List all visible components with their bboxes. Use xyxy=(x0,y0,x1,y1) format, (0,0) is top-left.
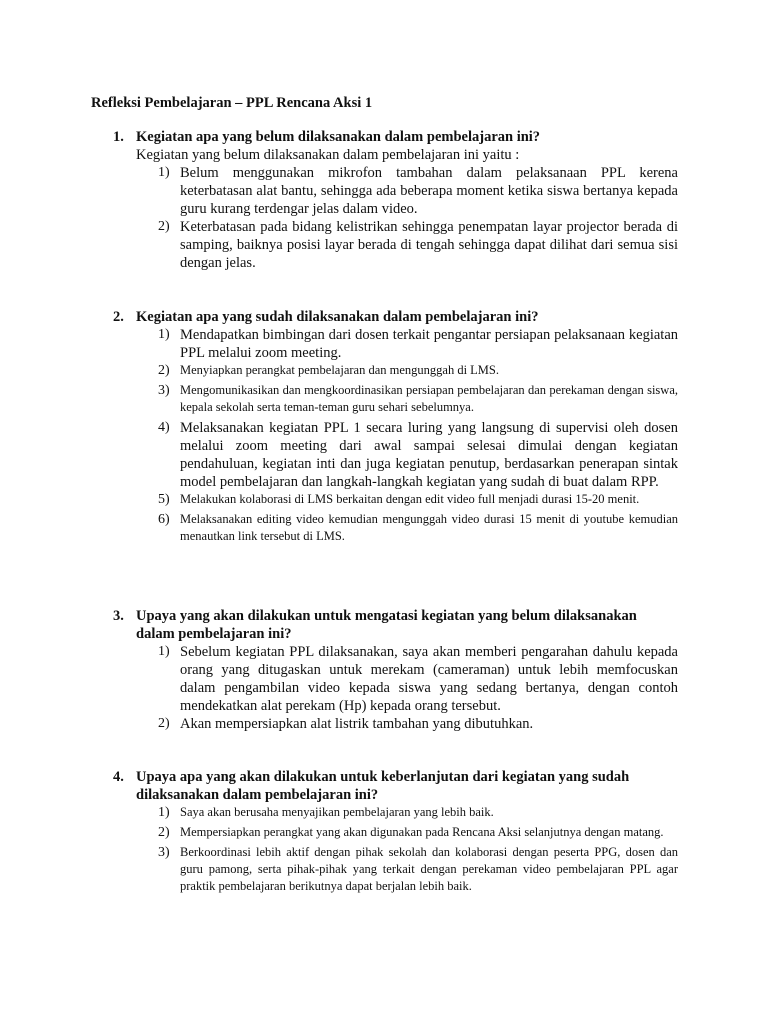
question-number: 3. xyxy=(113,608,124,624)
section-1 xyxy=(113,128,678,272)
item-number: 1) xyxy=(158,327,170,342)
item-number: 2) xyxy=(158,363,170,378)
item-text: Menyiapkan perangkat pembelajaran dan mengunggah di LMS. xyxy=(180,363,500,377)
section-2 xyxy=(113,308,678,548)
question-number: 4. xyxy=(113,769,124,785)
item-list xyxy=(158,804,678,895)
document-title: Refleksi Pembelajaran – PPL Rencana Aksi 1 xyxy=(91,95,373,111)
list-item xyxy=(158,804,678,821)
list-item xyxy=(158,511,678,545)
item-text: Mendapatkan bimbingan dari dosen terkait pengantar persiapan pelaksanaan kegiatan PPL melalui zoom meeting. xyxy=(180,327,678,361)
item-text: Melaksanakan editing video kemudian mengunggah video durasi 15 menit di youtube kemudian menautkan link tersebut di LMS. xyxy=(180,512,678,543)
item-number: 3) xyxy=(158,383,170,398)
section-3 xyxy=(113,607,678,733)
list-item xyxy=(158,491,678,508)
list-item xyxy=(158,382,678,416)
item-text: Saya akan berusaha menyajikan pembelajaran yang lebih baik. xyxy=(180,805,494,819)
item-number: 2) xyxy=(158,219,170,234)
item-number: 6) xyxy=(158,512,170,527)
item-text: Berkoordinasi lebih aktif dengan pihak sekolah dan kolaborasi dengan peserta PPG, dosen dan guru pamong, serta pihak-pihak yang terkait dengan perekaman video pembelajaran PPL agar praktik pembelajaran berikutnya dapat berjalan lebih baik. xyxy=(180,845,678,893)
item-number: 1) xyxy=(158,805,170,820)
item-list xyxy=(158,164,678,272)
section-4 xyxy=(113,768,678,898)
item-list xyxy=(158,643,678,733)
item-text: Akan mempersiapkan alat listrik tambahan yang dibutuhkan. xyxy=(180,716,534,732)
item-text: Keterbatasan pada bidang kelistrikan sehingga penempatan layar projector berada di samping, baiknya posisi layar berada di tengah sehingga dapat dilihat dari semua sisi dengan jelas. xyxy=(180,219,678,271)
item-number: 2) xyxy=(158,716,170,731)
question-number: 1. xyxy=(113,129,124,145)
list-item xyxy=(158,715,678,733)
item-list xyxy=(158,326,678,545)
list-item xyxy=(158,419,678,491)
question-text: Upaya apa yang akan dilakukan untuk keberlanjutan dari kegiatan yang sudah dilaksanakan dalam pembelajaran ini? xyxy=(136,769,630,803)
question-number: 2. xyxy=(113,309,124,325)
item-text: Melaksanakan kegiatan PPL 1 secara luring yang langsung di supervisi oleh dosen melalui zoom meeting dari awal sampai selesai dimulai dengan kegiatan pendahuluan, kegiatan inti dan juga kegiatan penutup, berdasarkan penerapan sintak model pembelajaran dan langkah-langkah kegiatan yang sudah di buat dalam RPP. xyxy=(180,420,678,490)
list-item xyxy=(158,164,678,218)
question-heading xyxy=(113,128,678,146)
item-number: 3) xyxy=(158,845,170,860)
question-heading xyxy=(113,607,678,643)
question-text: Kegiatan apa yang sudah dilaksanakan dalam pembelajaran ini? xyxy=(136,309,539,325)
list-item xyxy=(158,326,678,362)
question-text: Upaya yang akan dilakukan untuk mengatasi kegiatan yang belum dilaksanakan dalam pembelajaran ini? xyxy=(136,608,637,642)
item-number: 5) xyxy=(158,492,170,507)
question-heading xyxy=(113,308,678,326)
list-item xyxy=(158,824,678,841)
list-item xyxy=(158,643,678,715)
list-item xyxy=(158,844,678,895)
item-text: Belum menggunakan mikrofon tambahan dalam pelaksanaan PPL kerena keterbatasan alat bantu, sehingga ada beberapa moment ketika siswa bertanya kepada guru kurang terdengar jelas dalam video. xyxy=(180,165,678,217)
item-text: Melakukan kolaborasi di LMS berkaitan dengan edit video full menjadi durasi 15-20 menit. xyxy=(180,492,640,506)
question-heading xyxy=(113,768,678,804)
item-text: Sebelum kegiatan PPL dilaksanakan, saya akan memberi pengarahan dahulu kepada orang yang ditugaskan untuk merekam (cameraman) untuk lebih memfocuskan dalam pengambilan video kepada siswa yang sedang bertanya, dengan contoh mendekatkan alat perekam (Hp) kepada orang tersebut. xyxy=(180,644,678,714)
item-text: Mengomunikasikan dan mengkoordinasikan persiapan pembelajaran dan perekaman dengan siswa, kepala sekolah serta teman-teman guru sehari sebelumnya. xyxy=(180,383,678,414)
list-item xyxy=(158,362,678,379)
item-number: 1) xyxy=(158,165,170,180)
item-text: Mempersiapkan perangkat yang akan digunakan pada Rencana Aksi selanjutnya dengan matang. xyxy=(180,825,664,839)
item-number: 2) xyxy=(158,825,170,840)
item-number: 4) xyxy=(158,420,170,435)
section-intro: Kegiatan yang belum dilaksanakan dalam pembelajaran ini yaitu : xyxy=(136,147,520,163)
question-text: Kegiatan apa yang belum dilaksanakan dalam pembelajaran ini? xyxy=(136,129,541,145)
list-item xyxy=(158,218,678,272)
item-number: 1) xyxy=(158,644,170,659)
